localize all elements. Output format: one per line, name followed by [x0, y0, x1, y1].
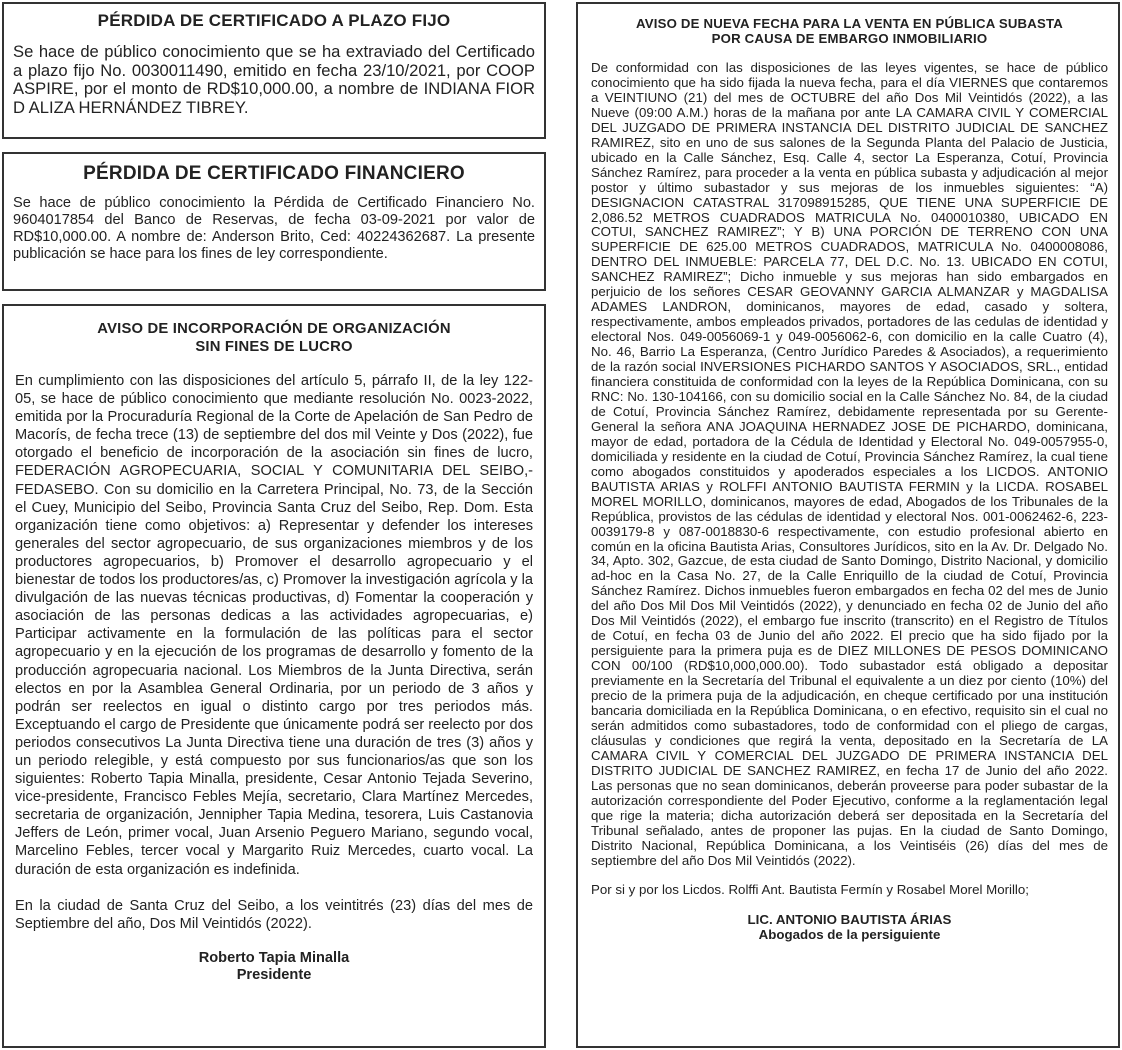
notice-lost-financial-certificate: [2, 152, 546, 291]
signer-name: Roberto Tapia Minalla: [198, 949, 350, 966]
signer-title: Abogados de la persiguiente: [758, 927, 941, 943]
notice-closing: Por si y por los Licdos. Rolffi Ant. Bautista Fermín y Rosabel Morel Morillo;: [591, 882, 1029, 898]
notice-title: PÉRDIDA DE CERTIFICADO A PLAZO FIJO: [97, 11, 451, 30]
notice-body: Se hace de público conocimiento que se ha extraviado del Certificado a plazo fijo No. 0030011490, emitido en fecha 23/10/2021, por COOP ASPIRE, por el monto de RD$10,000.00, a nombre de INDIANA FIOR D ALIZA HERNÁNDEZ TIBREY.: [13, 42, 535, 117]
signer-title: Presidente: [236, 966, 312, 983]
signer-name: LIC. ANTONIO BAUTISTA ÁRIAS: [747, 912, 952, 928]
notice-body: En cumplimiento con las disposiciones del artículo 5, párrafo II, de la ley 122-05, se hace de público conocimiento que mediante resolución No. 0023-2022, emitida por la Procuraduría Regional de la Corte de Apelación de San Pedro de Macorís, de fecha trece (13) de septiembre del dos mil Veinte y Dos (2022), fue otorgado el beneficio de incorporación de la asociación sin fines de lucro, FEDERACIÓN AGROPECUARIA, SOCIAL Y COMUNITARIA DEL SEIBO,- FEDASEBO. Con su domicilio en la Carretera Principal, No. 73, de la Sección el Cuey, Municipio del Seibo, Provincia Santa Cruz del Seibo, Rep. Dom. Esta organización tiene como objetivos: a) Representar y defender los intereses generales del sector agropecuario, de sus organizaciones miembros y de los productores agropecuarios, b) Promover el desarrollo agropecuario y el bienestar de todos los productores/as, c) Promover la investigación agrícola y la divulgación de las nuevas técnicas productivas, d) Fomentar la cooperación y asociación de las personas dedicas a las actividades agropecuarias, e) Participar activamente en la formulación de las políticas para el sector agropecuario y en la ejecución de los programas de desarrollo y fomento de la producción agropecuaria nacional. Los Miembros de la Junta Directiva, serán electos en por la Asamblea General Ordinaria, por un periodo de 3 años y podrán ser reelectos en igual o distinto cargo por tres periodos más. Exceptuando el cargo de Presidente que únicamente podrá ser reelecto por dos periodos consecutivos La Junta Directiva tiene una duración de tres (3) años y un periodo relegible, y está compuesto por sus funcionarios/as que son los siguientes: Roberto Tapia Minalla, presidente, Cesar Antonio Tejada Severino, vice-presidente, Francisco Febles Mejía, secretario, Clara Martínez Mercedes, secretaria de organización, Jennipher Tapia Medina, tesorera, Luis Castanovia Jeffers de León, primer vocal, Juan Arsenio Peguero Mariano, segundo vocal, Marcelino Febles, tercer vocal y Margarito Ruiz Mercedes, cuarto vocal. La duración de esta organización es indefinida.: [15, 373, 533, 878]
notice-body: De conformidad con las disposiciones de las leyes vigentes, se hace de público conocimiento que ha sido fijada la nueva fecha, para el día VIERNES que contaremos a VEINTIUNO (21) del mes de OCTUBRE del año Dos Mil Veintidós (2022), a las Nueve (09:00 A.M.) horas de la mañana por ante LA CAMARA CIVIL Y COMERCIAL DEL JUZGADO DE PRIMERA INSTANCIA DEL DISTRITO JUDICIAL DE SANCHEZ RAMIREZ, sito en uno de sus salones de la Segunda Planta del Palacio de Justicia, ubicado en la Calle Sánchez, Esq. Calle 4, sector La Esperanza, Cotuí, Provincia Sánchez Ramírez, para proceder a la venta en pública subasta y adjudicación al mejor postor y último subastador y sus mejoras de los inmuebles siguientes: “A) DESIGNACION CATASTRAL 317098915285, QUE TIENE UNA SUPERFICIE DE 2,086.52 METROS CUADRADOS MATRICULA No. 0400010380, UBICADO EN COTUI, SANCHEZ RAMIREZ”; Y B) UNA PORCIÓN DE TERRENO CON UNA SUPERFICIE DE 625.00 METROS CUADRADOS, MATRICULA No. 0400008086, DENTRO DEL INMUEBLE: PARCELA 77, DEL D.C. No. 13. UBICADO EN COTUI, SANCHEZ RAMIREZ”; Dicho inmueble y sus mejoras han sido embargados en perjuicio de los señores CESAR GEOVANNY GARCIA ALMANZAR y MAGDALISA ADAMES LANDRON, dominicanos, mayores de edad, casado y soltera, respectivamente, ambos empleados privados, portadores de las cedulas de identidad y electoral Nos. 049-0056069-1 y 049-0056062-6, con domicilio en la calle Cuatro (4), No. 46, Barrio La Esperanza, (Centro Jurídico Paredes & Asociados), a requerimiento de la razón social INVERSIONES PICHARDO SANTOS Y ASOCIADOS, SRL., entidad financiera constituida de conformidad con la leyes de la República Dominicana, con su RNC: No. 130-104166, con su domicilio social en la Calle Sánchez No. 84, de la ciudad de Cotuí, Provincia Sánchez Ramírez, debidamente representada por su Gerente-General la señora ANA JOAQUINA HERNADEZ JOSE DE PICHARDO, dominicana, mayor de edad, portadora de la Cédula de Identidad y Electoral No. 049-0057955-0, domiciliada y residente en la ciudad de Cotuí, Provincia Sánchez Ramírez, la cual tiene como abogados constituidos y apoderados especiales a los LICDOS. ANTONIO BAUTISTA ARIAS y ROLFFI ANTONIO BAUTISTA FERMIN y la LICDA. ROSABEL MOREL MORILLO, dominicanos, mayores de edad, Abogados de los Tribunales de la República, provistos de las cédulas de identidad y electoral Nos. 001-0062462-6, 223-0039179-8 y 087-0018830-6 respectivamente, con estudio profesional abierto en común en la oficina Bautista Arias, Consultores Jurídicos, sito en la Av. Dr. Delgado No. 34, Apto. 302, Gazcue, de esta ciudad de Santo Domingo, Distrito Nacional, y domicilio ad-hoc en la Casa No. 27, de la Calle Enriquillo de la ciudad de Cotuí, Provincia Sánchez Ramírez. Dichos inmuebles fueron embargados en fecha 02 del mes de Junio del año Dos Mil Dos Mil Veintidós (2022), y denunciado en fecha 02 de Junio del año Dos Mil Veintidós (2022), el embargo fue inscrito (transcrito) en el Registro de Títulos de Cotuí, en fecha 03 de Junio del año 2022. El precio que ha sido fijado por la persiguiente para la primera puja es de DIEZ MILLONES DE PESOS DOMINICANO CON 00/100 (RD$10,000,000.00). Todo subastador está obligado a depositar previamente en la Secretaría del Tribunal el equivalente a un diez por ciento (10%) del precio de la primera puja de la adjudicación, en cheque certificado por una institución bancaria domiciliada en la República Dominicana, o en efectivo, requisito sin el cual no serán admitidos como subastadores, todo de conformidad con el pliego de cargas, cláusulas y condiciones que regirá la venta, depositado en la Secretaría de LA CAMARA CIVIL Y COMERCIAL DEL JUZGADO DE PRIMERA INSTANCIA DEL DISTRITO JUDICIAL DE SANCHEZ RAMIREZ, en fecha 17 de Junio del año 2022. Las personas que no sean dominicanos, deberán proveerse para poder subastar de la autorización correspondiente del Poder Ejecutivo, conforme a la reglamentación legal que rige la materia; dicha autorización deberá ser depositada en la Secretaría del Tribunal señalado, antes de proponer las pujas. En la ciudad de Santo Domingo, Distrito Nacional, República Dominicana, a los Veintiséis (26) días del mes de septiembre del año Dos Mil Veintidós (2022).: [591, 60, 1108, 868]
notice-title-line-1: AVISO DE INCORPORACIÓN DE ORGANIZACIÓN: [97, 321, 451, 337]
notice-title-line-2: SIN FINES DE LUCRO: [195, 339, 353, 355]
notice-body: Se hace de público conocimiento la Pérdida de Certificado Financiero No. 9604017854 del Banco de Reservas, de fecha 03-09-2021 por valor de RD$10,000.00. A nombre de: Anderson Brito, Ced: 40224362687. La presente publicación se hace para los fines de ley correspondiente.: [13, 195, 535, 262]
notice-title-line-2: POR CAUSA DE EMBARGO INMOBILIARIO: [711, 31, 988, 46]
notice-closing: En la ciudad de Santa Cruz del Seibo, a los veintitrés (23) días del mes de Septiembre del año, Dos Mil Veintidós (2022).: [15, 897, 533, 932]
notice-nonprofit-incorporation: [2, 304, 546, 1048]
notice-lost-fixed-term-certificate: [2, 2, 546, 139]
notice-title-line-1: AVISO DE NUEVA FECHA PARA LA VENTA EN PÚBLICA SUBASTA: [636, 16, 1063, 31]
notice-title: PÉRDIDA DE CERTIFICADO FINANCIERO: [83, 163, 465, 184]
notice-public-auction: [576, 2, 1120, 1048]
